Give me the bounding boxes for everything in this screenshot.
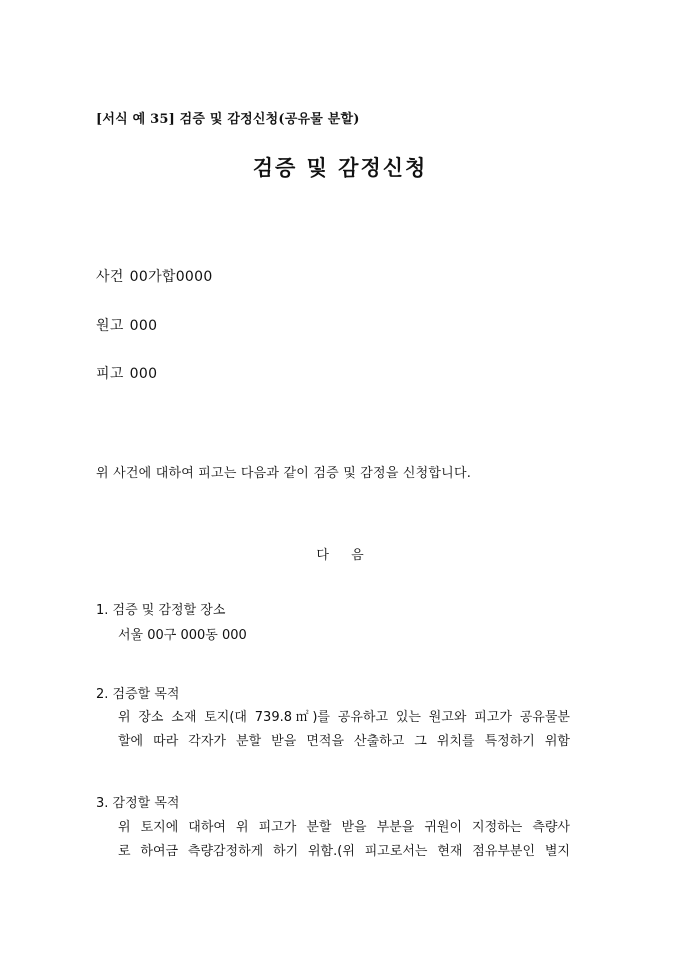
item-3-title: 3. 감정할 목적	[96, 796, 180, 811]
case-label: 사건	[96, 269, 124, 285]
case-line	[96, 266, 213, 286]
plaintiff-name: 000	[129, 318, 158, 334]
item-2-line-2: 할에 따라 각자가 분할 받을 면적을 산출하고 그 위치를 특정하기 위함	[118, 734, 570, 749]
intro-sentence: 위 사건에 대하여 피고는 다음과 같이 검증 및 감정을 신청합니다.	[96, 466, 472, 481]
plaintiff-line	[96, 315, 157, 335]
item-3-line-1: 위 토지에 대하여 위 피고가 분할 받을 부분을 귀원이 지정하는 측량사	[118, 820, 570, 835]
form-label: [서식 예 35] 검증 및 감정신청(공유물 분할)	[96, 112, 360, 127]
item-1-title: 1. 검증 및 감정할 장소	[96, 603, 226, 618]
plaintiff-label: 원고	[96, 318, 124, 334]
item-1-body	[118, 624, 570, 648]
item-2-line-1: 위 장소 소재 토지(대 739.8㎡)를 공유하고 있는 원고와 피고가 공유물분	[118, 710, 570, 725]
item-1-line-1: 서울 00구 000동 000	[118, 628, 247, 643]
item-2-title: 2. 검증할 목적	[96, 687, 180, 702]
document-title: 검증 및 감정신청	[252, 155, 428, 180]
defendant-name: 000	[129, 366, 158, 382]
item-3-body	[118, 816, 570, 864]
defendant-label: 피고	[96, 366, 124, 382]
item-2-body	[118, 706, 570, 754]
item-3-line-2: 로 하여금 측량감정하게 하기 위함.(위 피고로서는 현재 점유부분인 별지	[118, 844, 570, 859]
case-number: 00가합0000	[129, 269, 213, 285]
section-heading: 다 음	[316, 548, 364, 563]
defendant-line	[96, 363, 157, 383]
